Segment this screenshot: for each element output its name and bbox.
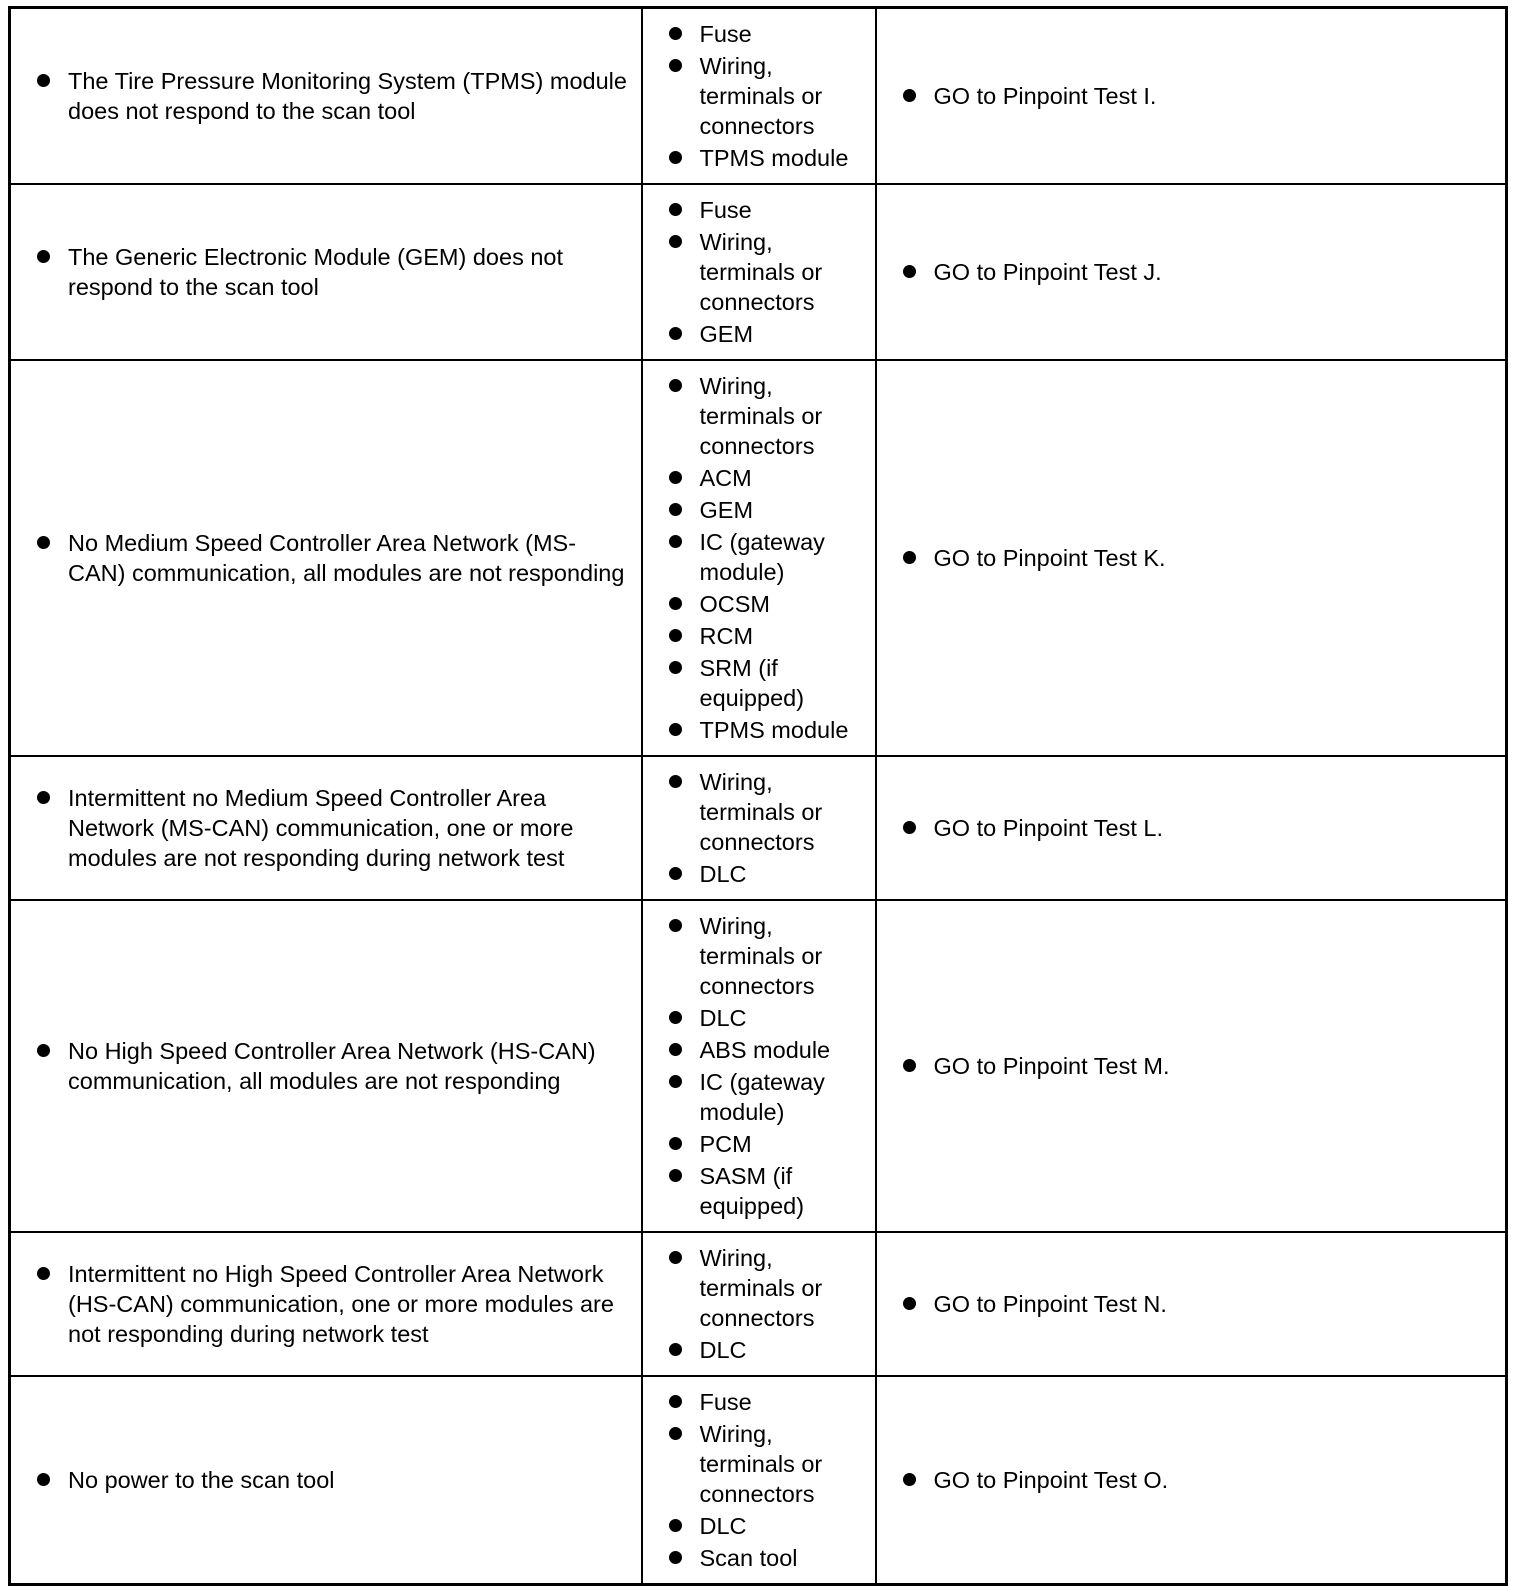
possible-source-text: IC (gateway module) (699, 529, 825, 585)
action-text: GO to Pinpoint Test K. (933, 545, 1166, 571)
action-item (901, 81, 1496, 111)
action-cell (876, 360, 1507, 756)
bullet-icon (669, 919, 682, 932)
possible-source-item (667, 1003, 869, 1033)
bullet-icon (669, 1427, 682, 1440)
possible-source-item (667, 463, 869, 493)
bullet-icon (669, 1519, 682, 1532)
possible-source-cell (642, 756, 876, 900)
possible-source-text: SASM (if equipped) (699, 1163, 805, 1219)
possible-source-item (667, 767, 869, 857)
action-cell (876, 900, 1507, 1232)
bullet-icon (903, 265, 916, 278)
possible-source-item (667, 715, 869, 745)
possible-source-text: TPMS module (699, 145, 849, 171)
bullet-icon (37, 1267, 50, 1280)
possible-source-cell (642, 184, 876, 360)
bullet-icon (903, 89, 916, 102)
bullet-icon (669, 629, 682, 642)
symptom-text: No High Speed Controller Area Network (HS-CAN) communication, all modules are not responding (68, 1038, 596, 1094)
possible-source-item (667, 227, 869, 317)
bullet-icon (903, 551, 916, 564)
bullet-icon (669, 1343, 682, 1356)
bullet-icon (669, 27, 682, 40)
possible-source-item (667, 143, 869, 173)
symptom-cell (10, 8, 642, 185)
action-cell (876, 1232, 1507, 1376)
possible-source-text: TPMS module (699, 717, 849, 743)
possible-source-item (667, 653, 869, 713)
action-text: GO to Pinpoint Test L. (933, 815, 1163, 841)
possible-source-text: GEM (699, 497, 754, 523)
bullet-icon (903, 1473, 916, 1486)
possible-source-text: DLC (699, 1513, 747, 1539)
bullet-icon (903, 821, 916, 834)
table-row (10, 1232, 1507, 1376)
bullet-icon (669, 1075, 682, 1088)
symptom-text: No Medium Speed Controller Area Network (MS-CAN) communication, all modules are not responding (68, 530, 625, 586)
action-item (901, 1289, 1496, 1319)
possible-source-item (667, 319, 869, 349)
bullet-icon (669, 867, 682, 880)
action-text: GO to Pinpoint Test N. (933, 1291, 1167, 1317)
bullet-icon (669, 327, 682, 340)
possible-source-text: Wiring, terminals or connectors (699, 1421, 823, 1507)
bullet-icon (669, 597, 682, 610)
possible-source-item (667, 371, 869, 461)
symptom-item (35, 1465, 631, 1495)
possible-source-item (667, 1243, 869, 1333)
table-row (10, 756, 1507, 900)
possible-source-item (667, 527, 869, 587)
possible-source-text: SRM (if equipped) (699, 655, 805, 711)
possible-source-item (667, 1335, 869, 1365)
symptom-text: The Tire Pressure Monitoring System (TPMS) module does not respond to the scan tool (68, 68, 627, 124)
bullet-icon (669, 1043, 682, 1056)
bullet-icon (903, 1297, 916, 1310)
bullet-icon (669, 379, 682, 392)
table-row (10, 1376, 1507, 1585)
bullet-icon (669, 151, 682, 164)
bullet-icon (669, 535, 682, 548)
possible-source-cell (642, 360, 876, 756)
bullet-icon (37, 250, 50, 263)
possible-source-text: Wiring, terminals or connectors (699, 229, 823, 315)
possible-source-text: Scan tool (699, 1545, 798, 1571)
bullet-icon (669, 203, 682, 216)
action-text: GO to Pinpoint Test J. (933, 259, 1162, 285)
possible-source-item (667, 1035, 869, 1065)
bullet-icon (669, 661, 682, 674)
possible-source-item (667, 1511, 869, 1541)
possible-source-text: Wiring, terminals or connectors (699, 53, 823, 139)
possible-source-text: GEM (699, 321, 754, 347)
bullet-icon (669, 775, 682, 788)
action-cell (876, 8, 1507, 185)
possible-source-text: Fuse (699, 1389, 752, 1415)
bullet-icon (669, 503, 682, 516)
bullet-icon (37, 536, 50, 549)
bullet-icon (669, 1551, 682, 1564)
possible-source-text: RCM (699, 623, 754, 649)
action-item (901, 543, 1496, 573)
bullet-icon (37, 791, 50, 804)
symptom-cell (10, 756, 642, 900)
possible-source-item (667, 1543, 869, 1573)
possible-source-text: DLC (699, 1005, 747, 1031)
bullet-icon (669, 471, 682, 484)
action-cell (876, 1376, 1507, 1585)
possible-source-text: Wiring, terminals or connectors (699, 373, 823, 459)
symptom-chart-table (8, 6, 1508, 1586)
bullet-icon (37, 74, 50, 87)
symptom-item (35, 242, 631, 302)
possible-source-item (667, 621, 869, 651)
symptom-item (35, 783, 631, 873)
bullet-icon (669, 1395, 682, 1408)
possible-source-text: Wiring, terminals or connectors (699, 913, 823, 999)
possible-source-text: Wiring, terminals or connectors (699, 1245, 823, 1331)
possible-source-text: ABS module (699, 1037, 831, 1063)
possible-source-text: IC (gateway module) (699, 1069, 825, 1125)
action-text: GO to Pinpoint Test O. (933, 1467, 1169, 1493)
bullet-icon (669, 235, 682, 248)
bullet-icon (669, 59, 682, 72)
possible-source-text: OCSM (699, 591, 770, 617)
symptom-item (35, 1036, 631, 1096)
table-row (10, 360, 1507, 756)
possible-source-item (667, 19, 869, 49)
possible-source-text: Wiring, terminals or connectors (699, 769, 823, 855)
symptom-text: The Generic Electronic Module (GEM) does not respond to the scan tool (68, 244, 564, 300)
bullet-icon (669, 723, 682, 736)
bullet-icon (669, 1137, 682, 1150)
bullet-icon (669, 1169, 682, 1182)
action-text: GO to Pinpoint Test M. (933, 1053, 1170, 1079)
symptom-text: Intermittent no High Speed Controller Area Network (HS-CAN) communication, one or more modules are not responding during network test (68, 1261, 614, 1347)
bullet-icon (903, 1059, 916, 1072)
possible-source-item (667, 1161, 869, 1221)
possible-source-item (667, 495, 869, 525)
possible-source-text: DLC (699, 861, 747, 887)
possible-source-item (667, 1419, 869, 1509)
action-cell (876, 184, 1507, 360)
possible-source-text: Fuse (699, 21, 752, 47)
possible-source-text: PCM (699, 1131, 752, 1157)
possible-source-item (667, 589, 869, 619)
possible-source-item (667, 1387, 869, 1417)
symptom-item (35, 528, 631, 588)
symptom-text: Intermittent no Medium Speed Controller Area Network (MS-CAN) communication, one or more modules are not responding during network test (68, 785, 574, 871)
symptom-chart-body (10, 8, 1507, 1585)
action-item (901, 813, 1496, 843)
possible-source-text: ACM (699, 465, 752, 491)
possible-source-cell (642, 900, 876, 1232)
table-row (10, 184, 1507, 360)
possible-source-cell (642, 1376, 876, 1585)
table-row (10, 8, 1507, 185)
bullet-icon (669, 1251, 682, 1264)
action-item (901, 1465, 1496, 1495)
possible-source-item (667, 195, 869, 225)
symptom-cell (10, 1376, 642, 1585)
possible-source-item (667, 1129, 869, 1159)
possible-source-item (667, 911, 869, 1001)
action-item (901, 1051, 1496, 1081)
possible-source-item (667, 859, 869, 889)
possible-source-item (667, 51, 869, 141)
symptom-cell (10, 184, 642, 360)
bullet-icon (37, 1044, 50, 1057)
possible-source-cell (642, 8, 876, 185)
symptom-item (35, 66, 631, 126)
symptom-cell (10, 900, 642, 1232)
possible-source-text: DLC (699, 1337, 747, 1363)
table-row (10, 900, 1507, 1232)
possible-source-text: Fuse (699, 197, 752, 223)
bullet-icon (669, 1011, 682, 1024)
bullet-icon (37, 1473, 50, 1486)
possible-source-item (667, 1067, 869, 1127)
action-item (901, 257, 1496, 287)
possible-source-cell (642, 1232, 876, 1376)
action-text: GO to Pinpoint Test I. (933, 83, 1157, 109)
symptom-cell (10, 1232, 642, 1376)
symptom-cell (10, 360, 642, 756)
symptom-item (35, 1259, 631, 1349)
action-cell (876, 756, 1507, 900)
symptom-text: No power to the scan tool (68, 1467, 335, 1493)
